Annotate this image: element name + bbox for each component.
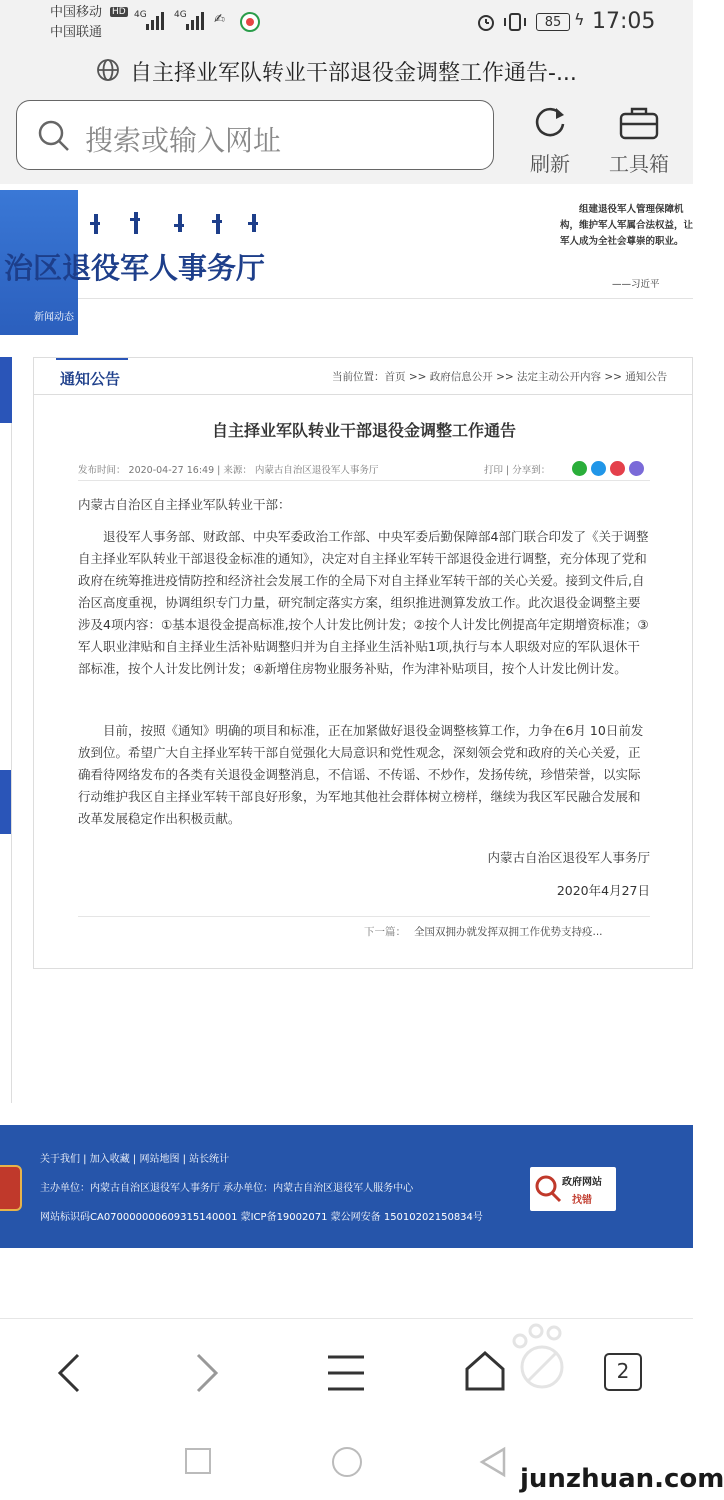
badge-title: 政府网站 [562,1177,602,1188]
signal-icon-2 [186,12,208,30]
signature: 内蒙古自治区退役军人事务厅 [487,850,650,865]
tabs-button[interactable]: 2 [604,1353,642,1391]
footer-ids: 网站标识码CA070000000609315140001 蒙ICP备19002071 蒙公网安备 15010202150834号 [40,1212,483,1223]
tab-notices[interactable] [56,358,128,394]
more-share-icon[interactable] [629,461,644,476]
next-article-link[interactable]: 全国双拥办就发挥双拥工作优势支持疫... [414,926,603,938]
salutation: 内蒙古自治区自主择业军队转业干部： [78,497,291,512]
system-nav-bar [0,1428,724,1500]
menu-icon[interactable] [326,1353,366,1393]
article-panel [33,357,693,969]
globe-icon [96,58,120,82]
alarm-icon [476,12,496,32]
breadcrumb[interactable]: 当前位置：首页 >> 政府信息公开 >> 法定主动公开内容 >> 通知公告 [332,371,668,383]
qq-share-icon[interactable] [591,461,606,476]
paragraph-1: 退役军人事务部、财政部、中央军委政治工作部、中央军委后勤保障部4部门联合印发了《关于调整自主择业军队转业干部退役金标准的通知》，决定对自主择业军转干部退役金进行调整，充分体现了党和政府在统筹推进疫情防控和经济社会发展工作的全局下对自主择业军转干部的关心关爱。接到文件后,自治区高度重视，协调组织专门力量，研究制定落实方案，组织推进测算发放工作。此次退役金调整主要涉及4项内容：①基本退役金提高标准,按个人计发比例计发；②按个人计发比例提高年定期增资标准；③军人职业津贴和自主择业生活补贴调整归并为自主择业生活补贴1项,执行与本人职级对应的军队退休干部标准，按个人计发比例计发；④新增住房物业服务补贴，作为津补贴项目，按个人计发比例计发。 [78,529,649,676]
toolbox-label: 工具箱 [609,152,669,176]
carrier-2: 中国联通 [50,25,103,40]
gov-site-error-badge[interactable] [530,1167,616,1211]
home-circle-icon[interactable] [332,1447,362,1477]
back-triangle-icon[interactable] [478,1446,508,1478]
carrier-1: 中国移动 [50,5,103,20]
banner-quote-author: ——习近平 [612,279,660,290]
article-title: 自主择业军队转业干部退役金调整工作通告 [211,421,516,440]
page-title: 自主择业军队转业干部退役金调整工作通告-... [130,61,577,86]
vibrate-icon [502,12,528,32]
share-icons[interactable] [572,460,648,478]
refresh-icon [532,104,568,140]
clock-time: 17:05 [592,9,656,34]
sidebar-edge [0,423,12,1103]
banner-quote: 组建退役军人管理保障机构，维护军人军属合法权益，让军人成为全社会尊崇的职业。 [560,204,694,247]
refresh-button[interactable] [520,100,580,180]
search-input[interactable] [16,100,494,170]
refresh-label: 刷新 [530,152,570,176]
status-bar [0,0,693,46]
weibo-share-icon[interactable] [610,461,625,476]
hd-icon: HD [112,7,126,17]
back-arrow-icon[interactable] [52,1351,86,1395]
tab-notices-label: 通知公告 [60,370,121,388]
article-date: 2020年4月27日 [556,883,650,898]
home-icon[interactable] [464,1349,506,1393]
article-meta: 发布时间： 2020-04-27 16:49 | 来源： 内蒙古自治区退役军人事务厅 [78,465,379,476]
nav-news[interactable]: 新闻动态 [34,312,74,323]
search-placeholder: 搜索或输入网址 [85,124,282,157]
page-title-bar [0,46,693,92]
paw-watermark-icon [508,1323,574,1393]
badge-subtitle: 找错 [572,1195,592,1206]
browser-bottom-nav [0,1318,693,1429]
forward-arrow-icon[interactable] [190,1351,224,1395]
toolbox-icon [619,104,659,140]
footer-host: 主办单位：内蒙古自治区退役军人事务厅 承办单位：内蒙古自治区退役军人服务中心 [40,1183,414,1194]
paragraph-2: 目前，按照《通知》明确的项目和标准，正在加紧做好退役金调整核算工作，力争在6月 10日前发放到位。希望广大自主择业军转干部自觉强化大局意识和党性观念，深刻领会党和政府的关心关爱，正确看待网络发布的各类有关退役金调整消息，不信谣、不传谣、不炒作，发扬传统，珍惜荣誉，以实际行动维护我区自主择业军转干部良好形象，为军地其他社会群体树立榜样，继续为我区军民融合发展和改革发展稳定作出积极贡献。 [78,723,644,826]
signal-icon-1 [146,12,168,30]
emblem-icon [0,1165,22,1211]
battery-indicator: 85 [536,13,570,31]
net-label-1: 4G [134,10,147,20]
footer-links[interactable]: 关于我们 | 加入收藏 | 网站地图 | 站长统计 [40,1154,230,1165]
sidebar-active-bar [0,357,12,423]
search-icon [37,119,71,153]
print-share[interactable]: 打印 | 分享到： [484,465,551,476]
wechat-note-icon: ✍ [214,12,225,27]
toolbox-button[interactable] [604,100,674,180]
wechat-share-icon[interactable] [572,461,587,476]
watermark-text: junzhuan.com [520,1464,724,1494]
app-notification-icon [240,12,260,32]
magnifier-badge-icon [534,1173,562,1205]
net-label-2: 4G [174,10,187,20]
recents-square-icon[interactable] [185,1448,211,1474]
charging-icon: ϟ [574,10,585,29]
site-name: 治区退役军人事务厅 [4,251,266,285]
site-footer [0,1125,693,1248]
next-label: 下一篇： [364,926,406,938]
